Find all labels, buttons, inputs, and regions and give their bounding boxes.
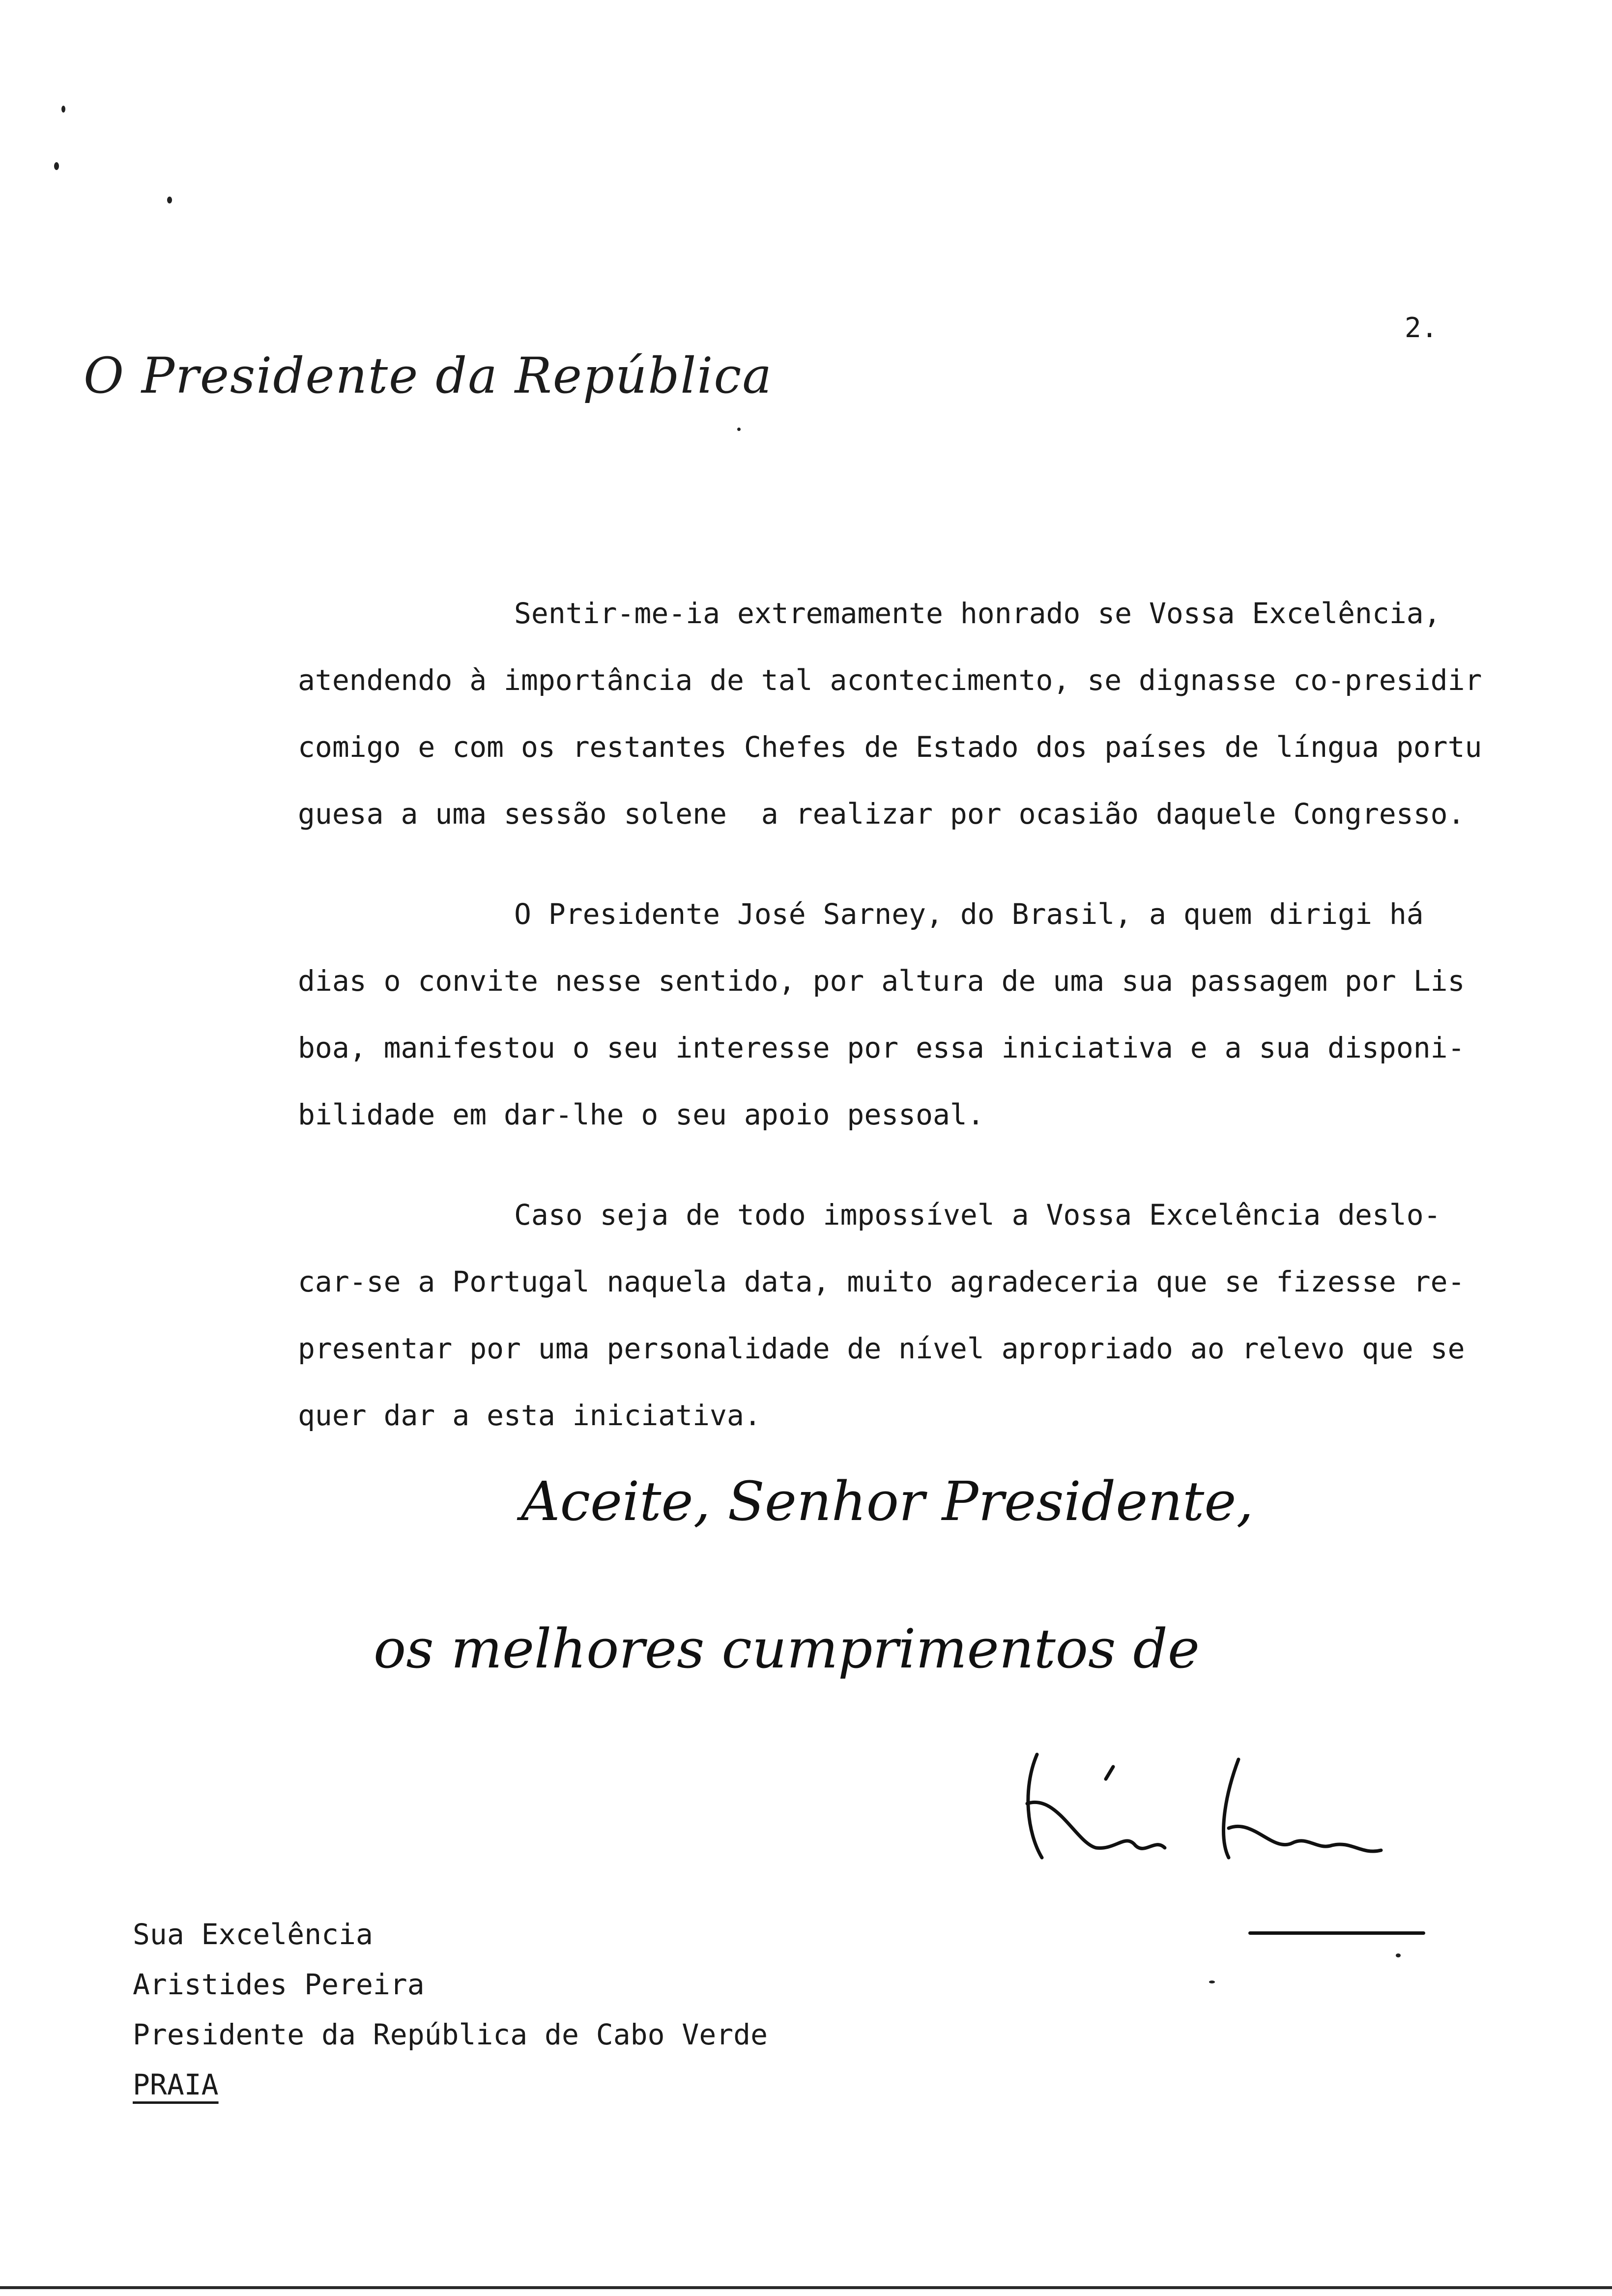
paragraph-2-line-4: bilidade em dar-lhe o seu apoio pessoal. <box>298 1098 984 1131</box>
addressee-block <box>133 1909 768 2110</box>
paragraph-2-line-3: boa, manifestou o seu interesse por essa iniciativa e a sua disponi- <box>298 1031 1465 1064</box>
handwritten-closing-line-1: Aceite, Senhor Presidente, <box>521 1470 1254 1533</box>
scan-speck <box>167 197 172 203</box>
letter-body <box>298 580 1482 1449</box>
scan-speck <box>1209 1980 1215 1983</box>
handwritten-signature <box>1008 1745 1410 1892</box>
paragraph-spacer <box>298 1148 1477 1181</box>
paragraph-1-line-1: Sentir-me-ia extremamente honrado se Vossa Excelência, <box>514 597 1441 630</box>
paragraph-3-line-3: presentar por uma personalidade de nível apropriado ao relevo que se <box>298 1332 1465 1365</box>
handwritten-closing-line-2: os melhores cumprimentos de <box>374 1617 1200 1680</box>
addressee-city: PRAIA <box>133 2068 219 2101</box>
paragraph-1-line-3: comigo e com os restantes Chefes de Estado dos países de língua portu <box>298 730 1482 764</box>
paragraph-spacer <box>298 847 1477 881</box>
paragraph-1-line-2: atendendo à importância de tal acontecimento, se dignasse co-presidir <box>298 663 1482 697</box>
scan-speck <box>61 106 65 113</box>
addressee-title: Presidente da República de Cabo Verde <box>133 2018 768 2051</box>
scan-speck <box>54 162 59 170</box>
paragraph-1-line-4: guesa a uma sessão solene a realizar por ocasião daquele Congresso. <box>298 797 1465 831</box>
paragraph-2-line-1: O Presidente José Sarney, do Brasil, a quem dirigi há <box>514 897 1424 931</box>
addressee-salutation: Sua Excelência <box>133 1918 373 1951</box>
paragraph-3-line-2: car-se a Portugal naquela data, muito agradeceria que se fizesse re- <box>298 1265 1465 1298</box>
paragraph-3-line-1: Caso seja de todo impossível a Vossa Excelência deslo- <box>514 1198 1441 1232</box>
scan-speck <box>1396 1953 1401 1957</box>
scan-speck <box>737 428 741 431</box>
signature-underline <box>1248 1931 1425 1935</box>
addressee-name: Aristides Pereira <box>133 1968 425 2001</box>
paragraph-3-line-4: quer dar a esta iniciativa. <box>298 1399 761 1432</box>
bottom-rule <box>0 2286 1612 2289</box>
letterhead-title: O Presidente da República <box>84 347 773 404</box>
page-number: 2. <box>1405 312 1438 344</box>
paragraph-2-line-2: dias o convite nesse sentido, por altura de uma sua passagem por Lis <box>298 964 1465 998</box>
